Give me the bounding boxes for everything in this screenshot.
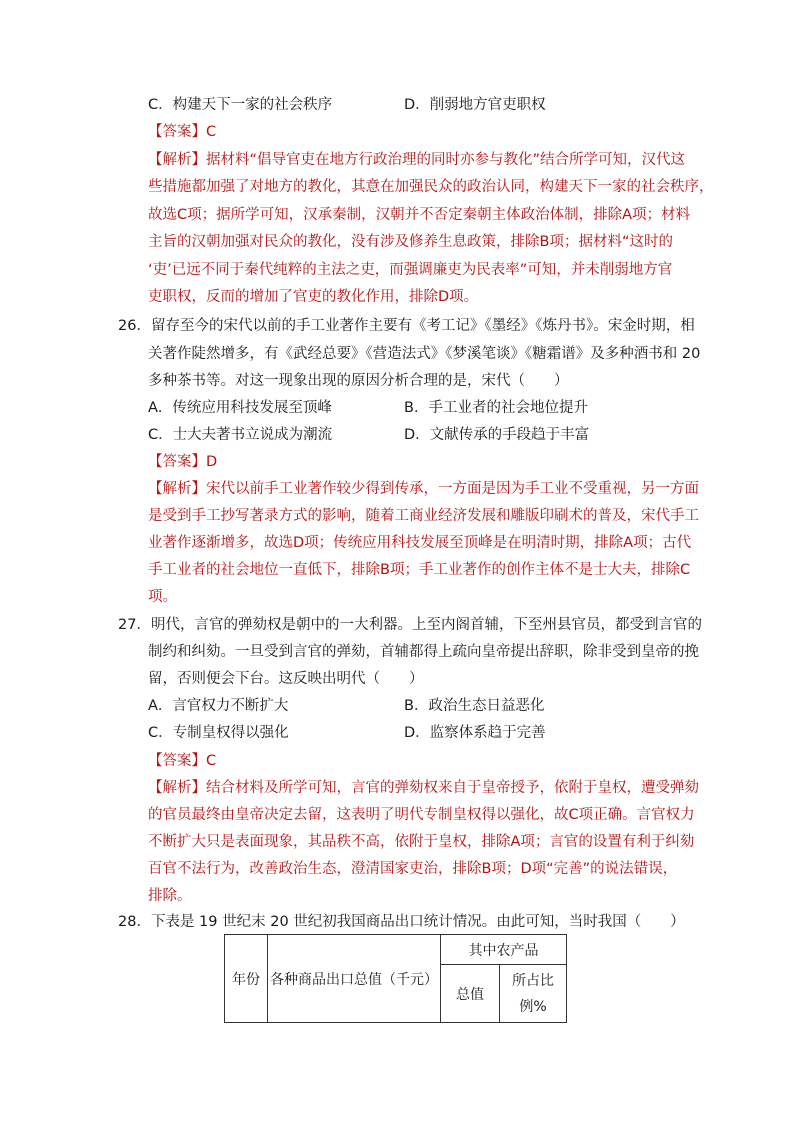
- q27-stem-line-1: 27．明代，言官的弹劾权是朝中的一大利器。上至内阁首辅，下至州县官员，都受到言官的: [118, 617, 702, 633]
- q26-option-b: B．手工业者的社会地位提升: [404, 400, 588, 416]
- q26-answer: [148, 452, 217, 472]
- q26-stem-line-1: 26．留存至今的宋代以前的手工业著作主要有《考工记》《墨经》《炼丹书》。宋金时期，相: [118, 318, 695, 334]
- table-header-total-export: 各种商品出口总值（千元）: [268, 935, 441, 1023]
- q25-option-d: D．削弱地方官吏职权: [404, 97, 546, 113]
- q26-analysis-line-3: 业著作逐渐增多，故选D项；传统应用科技发展至顶峰是在明清时期，排除A项；古代: [148, 535, 692, 551]
- q25-analysis-line-2: 些措施都加强了对地方的教化，其意在加强民众的政治认同，构建天下一家的社会秩序，: [148, 179, 714, 195]
- q26-analysis-line-4: 手工业者的社会地位一直低下，排除B项；手工业著作的创作主体不是士大夫，排除C: [148, 562, 691, 578]
- q27-analysis-line-5: 排除。: [148, 888, 192, 904]
- answer-tag: 【答案】: [148, 124, 206, 140]
- table-header-share: 所占比 例%: [500, 965, 567, 1023]
- table-header-agri-total: 总值: [441, 965, 500, 1023]
- table-header-year: 年份: [225, 935, 268, 1023]
- q26-option-d: D．文献传承的手段趋于丰富: [404, 427, 590, 443]
- q27-analysis-line-2: 的官员最终由皇帝决定去留，这表明了明代专制皇权得以强化，故C项正确。言官权力: [148, 807, 695, 823]
- q27-analysis-line-1: 【解析】结合材料及所学可知，言官的弹劾权来自于皇帝授予，依附于皇权，遭受弹劾: [148, 780, 699, 796]
- q26-analysis-line-2: 是受到手工抄写著录方式的影响，随着工商业经济发展和雕版印刷术的普及，宋代手工: [148, 508, 699, 524]
- q25-analysis-line-1: 【解析】据材料“倡导官吏在地方行政治理的同时亦参与教化”结合所学可知，汉代这: [148, 152, 686, 168]
- q27-stem-line-3: 留，否则便会下台。这反映出明代（ ）: [148, 671, 424, 687]
- q28-stem: 28．下表是 19 世纪末 20 世纪初我国商品出口统计情况。由此可知，当时我国（ ）: [118, 914, 685, 930]
- q25-option-c: C．构建天下一家的社会秩序: [148, 97, 333, 113]
- q26-option-a: A．传统应用科技发展至顶峰: [148, 400, 332, 416]
- q27-option-b: B．政治生态日益恶化: [404, 698, 545, 714]
- q25-answer: [148, 122, 216, 142]
- q26-option-c: C．士大夫著书立说成为潮流: [148, 427, 333, 443]
- q27-option-a: A．言官权力不断扩大: [148, 698, 289, 714]
- table-header-agricultural: 其中农产品: [441, 935, 567, 965]
- analysis-tag: 【解析】: [148, 152, 206, 168]
- answer-value: C: [206, 124, 217, 140]
- q25-analysis-line-6: 吏职权，反而的增加了官吏的教化作用，排除D项。: [148, 289, 479, 305]
- q25-analysis-line-4: 主旨的汉朝加强对民众的教化，没有涉及修养生息政策，排除B项；据材料“这时的: [148, 234, 673, 250]
- q25-analysis-line-5: ‘吏’已远不同于秦代纯粹的主法之吏，而强调廉吏为民表率”可知，并未削弱地方官: [148, 262, 673, 278]
- q27-analysis-line-3: 不断扩大只是表面现象，其品秩不高，依附于皇权，排除A项；言官的设置有利于纠劾: [148, 834, 695, 850]
- q25-analysis-line-3: 故选C项；据所学可知，汉承秦制，汉朝并不否定秦朝主体政治体制，排除A项；材料: [148, 207, 691, 223]
- answer-tag: 【答案】: [148, 753, 206, 769]
- q27-analysis-line-4: 百官不法行为，改善政治生态，澄清国家吏治，排除B项；D项“完善”的说法错误，: [148, 861, 678, 877]
- answer-value: C: [206, 753, 217, 769]
- export-statistics-table: [224, 934, 567, 1023]
- q26-stem-line-3: 多种茶书等。对这一现象出现的原因分析合理的是，宋代（ ）: [148, 373, 569, 389]
- q27-option-d: D．监察体系趋于完善: [404, 725, 546, 741]
- q27-answer: [148, 751, 216, 771]
- analysis-tag: 【解析】: [148, 780, 206, 796]
- q27-option-c: C．专制皇权得以强化: [148, 725, 289, 741]
- answer-value: D: [206, 454, 218, 470]
- q26-analysis-line-5: 项。: [148, 589, 177, 605]
- q27-stem-line-2: 制约和纠劾。一旦受到言官的弹劾，首辅都得上疏向皇帝提出辞职，除非受到皇帝的挽: [148, 644, 699, 660]
- q26-stem-line-2: 关著作陡然增多，有《武经总要》《营造法式》《梦溪笔谈》《糖霜谱》及多种酒书和 20: [148, 346, 701, 362]
- answer-tag: 【答案】: [148, 454, 206, 470]
- q26-analysis-line-1: 【解析】宋代以前手工业著作较少得到传承，一方面是因为手工业不受重视，另一方面: [148, 481, 699, 497]
- analysis-tag: 【解析】: [148, 481, 206, 497]
